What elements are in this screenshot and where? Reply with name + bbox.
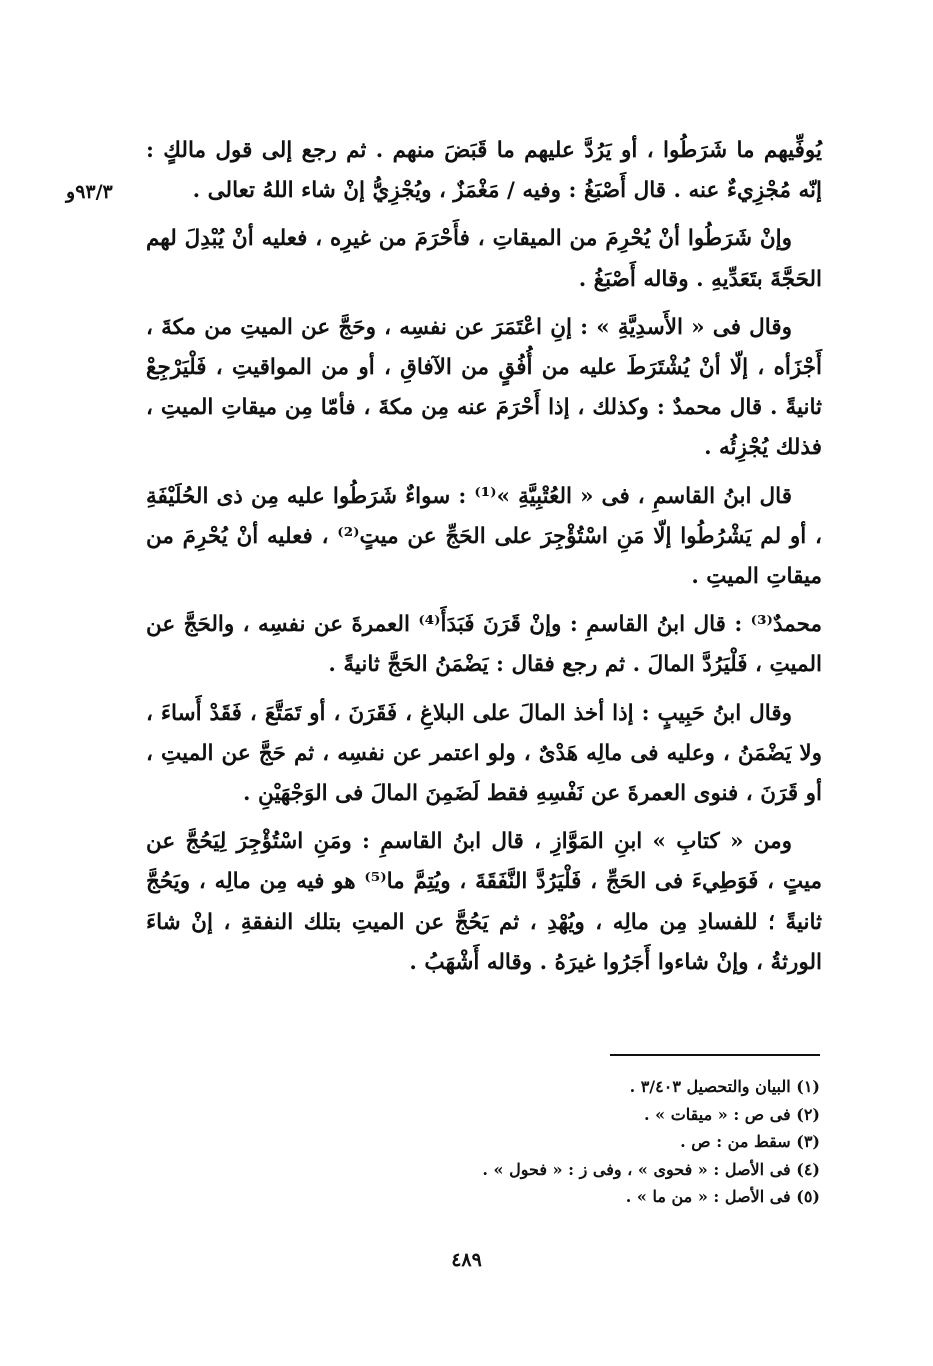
margin-folio-reference: ٩٣/٣و: [66, 181, 113, 203]
footnote-2: (٢) فى ص : « ميقات » .: [644, 1104, 820, 1124]
footnotes: [300, 1073, 820, 1211]
footnote-divider: [610, 1054, 820, 1056]
paragraph-4: قال ابنُ القاسمِ ، فى « العُتْبِيَّةِ »⁽¹⁾ : سواءٌ شَرَطُوا عليه مِن ذى الحُلَيْفَةِ ، أو لم يَشْرُطُوا إلّا مَنِ اسْتُؤْجِرَ على الحَجِّ عن ميتٍ⁽²⁾ ، فعليه أنْ يُحْرِمَ من ميقاتِ الميتِ .: [146, 483, 822, 590]
footnote-4: (٤) فى الأصل : « فحوى » ، وفى ز : « فحول » .: [482, 1159, 820, 1179]
main-text: [146, 131, 822, 991]
paragraph-3: وقال فى « الأَسدِيَّةِ » : إنِ اعْتَمَرَ عن نفسِه ، وحَجَّ عن الميتِ من مكةَ ، أَجْزَأه ، إلّا أنْ يُشْتَرَطَ عليه من أُفُقٍ من الآفاقِ ، أو من المواقيتِ ، فَلْيَرْجِعْ ثانيةً . قال محمدٌ : وكذلك ، إذا أَحْرَمَ عنه مِن مكةَ ، فأمّا مِن ميقاتِ الميتِ ، فذلك يُجْزِئُه .: [146, 314, 822, 461]
paragraph-6: وقال ابنُ حَبِيبٍ : إذا أخذ المالَ على البلاغِ ، فَقَرَنَ ، أو تَمَتَّعَ ، فَقَدْ أَساءَ ، ولا يَضْمَنُ ، وعليه فى مالِه هَدْىٌ ، ولو اعتمر عن نفسِه ، ثم حَجَّ عن الميتِ ، أو قَرَنَ ، فنوى العمرةَ عن نَفْسِهِ فقط لَضَمِنَ المالَ فى الوَجْهَيْنِ .: [146, 700, 822, 807]
paragraph-1: يُوفِّيهم ما شَرَطُوا ، أو يَرُدَّ عليهم ما قَبَضَ منهم . ثم رجع إلى قول مالكٍ : إنّه مُجْزِيءٌ عنه . قال أَصْبَغُ : وفيه / مَغْمَزٌ ، ويُجْزِيُّ إنْ شاء اللهُ تعالى .: [146, 138, 822, 204]
footnote-1: (١) البيان والتحصيل ٣/٤٠٣ .: [629, 1077, 820, 1096]
paragraph-7: ومن « كتابِ » ابنِ المَوَّازِ ، قال ابنُ القاسمِ : ومَنِ اسْتُؤْجِرَ لِيَحُجَّ عن ميتٍ ، فَوَطِيءَ فى الحَجِّ ، فَلْيَرُدَّ النَّفَقَةَ ، ويُتِمَّ ما⁽⁵⁾ هو فيه مِن مالِه ، ويَحُجَّ ثانيةً ؛ للفسادِ مِن مالِه ، ويُهْدِ ، ثم يَحُجَّ عن الميتِ بتلك النفقةِ ، إنْ شاءَ الورثةُ ، وإنْ شاءوا أَجَرُوا غيرَهُ . وقاله أَشْهَبُ .: [146, 829, 822, 975]
page-number: ٤٨٩: [451, 1249, 482, 1271]
footnote-5: (٥) فى الأصل : « من ما » .: [625, 1187, 820, 1206]
paragraph-2: وإنْ شَرَطُوا أنْ يُحْرِمَ من الميقاتِ ، فأَحْرَمَ من غيرِه ، فعليه أنْ يُبْدِلَ لهم الحَجَّةَ بتَعَدِّيهِ . وقاله أَصْبَغُ .: [146, 226, 822, 292]
paragraph-5: محمدٌ⁽³⁾ : قال ابنُ القاسمِ : وإنْ قَرَنَ فَبَدَأَ⁽⁴⁾ العمرةَ عن نفسِه ، والحَجَّ عن الميتِ ، فَلْيَرُدَّ المالَ . ثم رجع فقال : يَضْمَنُ الحَجَّ ثانيةً .: [146, 612, 822, 678]
footnote-3: (٣) سقط من : ص .: [680, 1132, 820, 1151]
